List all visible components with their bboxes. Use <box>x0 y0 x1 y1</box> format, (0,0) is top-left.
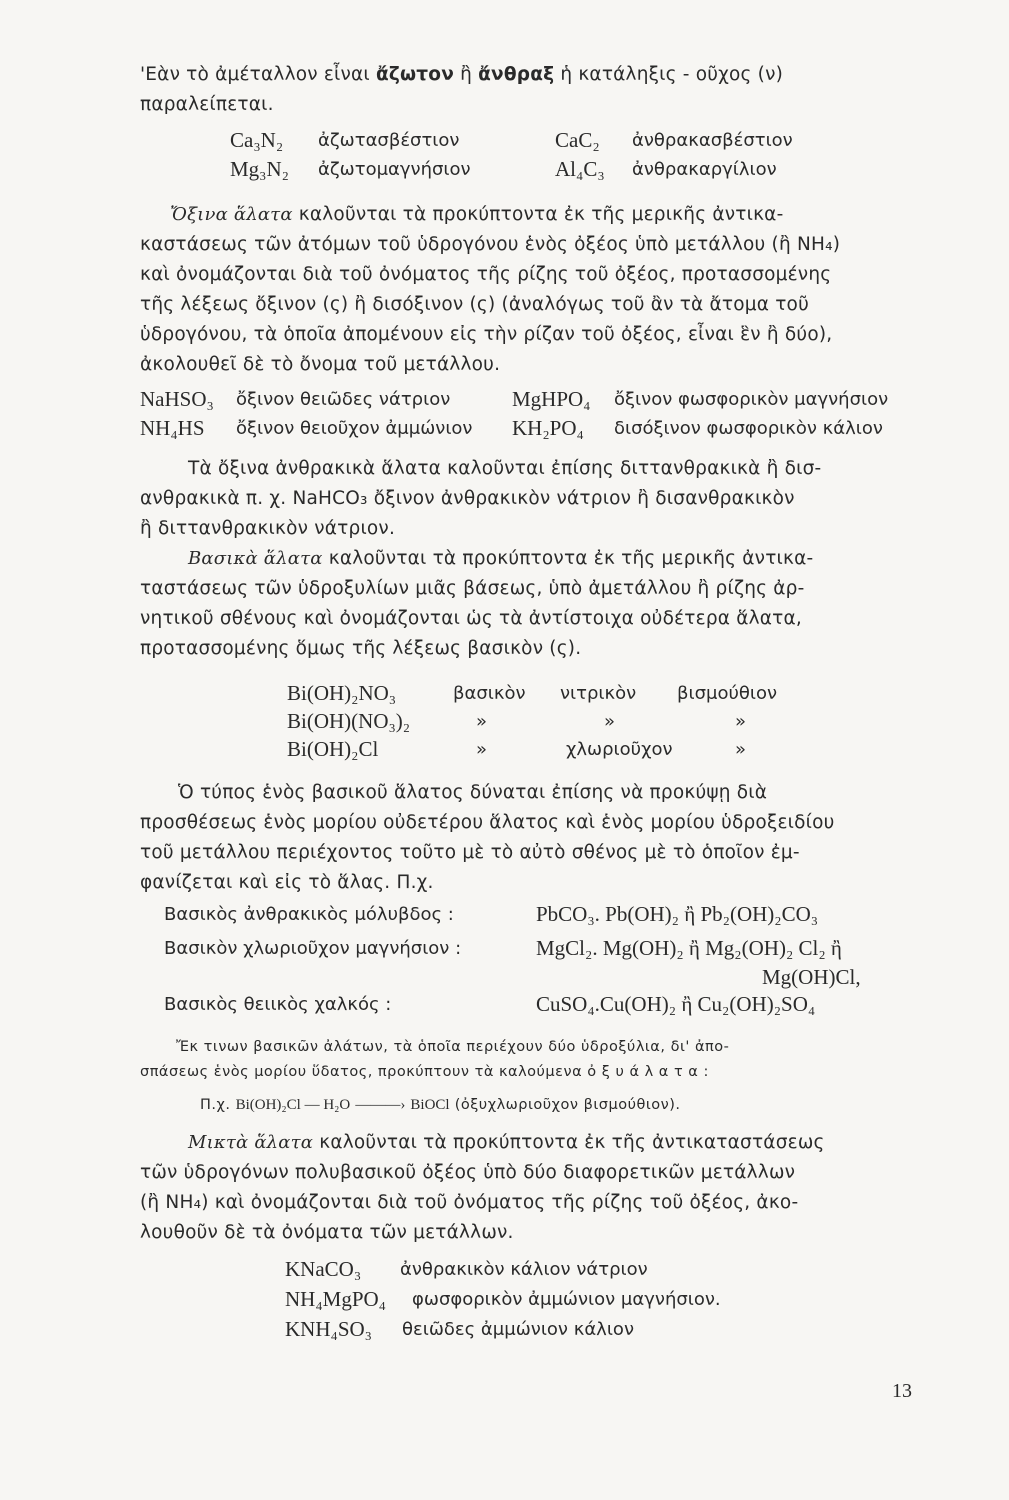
formula-kh2po4: KH₂PO₄ <box>512 416 584 440</box>
formula-bioh-no3-2: Bi(OH)(NO₃)₂ <box>287 709 411 733</box>
acid-salts-line-2: καστάσεως τῶν ἀτόμων τοῦ ὑδρογόνου ἑνὸς ὀξέος ὑπὸ μετάλλου (ἢ NH₄) <box>140 234 841 255</box>
acid-salts-line-3: καὶ ὀνομάζονται διὰ τοῦ ὀνόματος τῆς ρίζης τοῦ ὀξέος, προτασσομένης <box>140 264 832 285</box>
formula-nahso3: NaHSO₃ <box>140 387 214 411</box>
reaction-prefix: Π.χ. <box>200 1097 231 1113</box>
formula-knh4so3: KNH₄SO₃ <box>285 1317 372 1341</box>
basic-ex1-word1: βασικὸν <box>453 683 526 704</box>
formula-mghpo4: MgHPO₄ <box>512 387 591 411</box>
name-ca3n2: ἀζωτασβέστιον <box>318 130 460 151</box>
basic-salts-line-4: προτασσομένης ὅμως τῆς λέξεως βασικὸν (ς). <box>140 638 582 659</box>
carbonates-line-3: ἢ διττανθρακικὸν νάτριον. <box>140 518 396 539</box>
formula-bioh2no3: Bi(OH)₂NO₃ <box>287 681 397 705</box>
example-name-lead: Βασικὸς ἀνθρακικὸς μόλυβδος : <box>164 904 454 925</box>
acid-salts-line-6: ἀκολουθεῖ δὲ τὸ ὄνομα τοῦ μετάλλου. <box>140 354 501 375</box>
basic-salts-line-3: νητικοῦ σθένους καὶ ὀνομάζονται ὡς τὰ ἀντίστοιχα οὐδέτερα ἅλατα, <box>140 608 802 629</box>
basic-type-line-3: τοῦ μετάλλου περιέχοντος τοῦτο μὲ τὸ αὐτὸ σθένος μὲ τὸ ὁποῖον ἐμ- <box>140 842 800 863</box>
mixed-salts-line-3: (ἢ NH₄) καὶ ὀνομάζονται διὰ τοῦ ὀνόματος τῆς ρίζης τοῦ ὀξέος, ἀκο- <box>140 1192 799 1213</box>
carbonates-line-2: ανθρακικὰ π. χ. NaHCO₃ ὄξινον ἀνθρακικὸν νάτριον ἢ δισανθρακικὸν <box>140 488 795 509</box>
note-line-1: Ἔκ τινων βασικῶν ἀλάτων, τὰ ὁποῖα περιέχουν δύο ὑδροξύλια, δι' ἀπο- <box>176 1039 730 1055</box>
formula-knaco3: KNaCO₃ <box>285 1257 362 1281</box>
acid-salts-line-5: ὑδρογόνου, τὰ ὁποῖα ἀπομένουν εἰς τὴν ρίζαν τοῦ ὀξέος, εἶναι ἓν ἢ δύο), <box>140 324 833 345</box>
formula-bioh2cl: Bi(OH)₂Cl <box>287 737 379 761</box>
name-mg3n2: ἀζωτομαγνήσιον <box>318 159 471 180</box>
example-name-copper: Βασικὸς θειικὸς χαλκός : <box>164 994 392 1015</box>
intro-text-d: ἡ κατάληξις - οῦχος (ν) <box>554 64 784 85</box>
name-knh4so3: θειῶδες ἀμμώνιον κάλιον <box>402 1319 634 1340</box>
reaction-product-name: (ὀξυχλωριοῦχον βισμούθιον). <box>454 1097 681 1113</box>
acid-salts-term: Ὄξινα ἅλατα <box>170 204 293 225</box>
basic-salts-line-2: ταστάσεως τῶν ὑδροξυλίων μιᾶς βάσεως, ὑπὸ ἀμετάλλου ἢ ρίζης ἀρ- <box>140 578 805 599</box>
intro-line-1 <box>140 60 783 90</box>
basic-ex3-ditto1: » <box>476 739 488 760</box>
name-nahso3: ὄξινον θειῶδες νάτριον <box>236 389 451 410</box>
basic-ex1-word2: νιτρικὸν <box>560 683 637 704</box>
intro-text-c: ἢ <box>454 64 479 85</box>
example-formula-copper: CuSO₄.Cu(OH)₂ ἢ Cu₂(OH)₂SO₄ <box>536 992 816 1016</box>
basic-salts-term: Βασικὰ ἅλατα <box>188 548 323 569</box>
page-number: 13 <box>892 1380 912 1402</box>
formula-nh4hs: NH₄HS <box>140 416 205 440</box>
acid-salts-line-1: Ὄξινα ἅλατα καλοῦνται τὰ προκύπτοντα ἐκ τῆς μερικῆς ἀντικα- <box>170 204 784 225</box>
example-formula-magnesium-alt: Mg(OH)Cl, <box>762 965 861 989</box>
reaction-arrow: ———› <box>355 1097 406 1113</box>
basic-ex2-ditto1: » <box>476 711 488 732</box>
example-formula-magnesium: MgCl₂. Mg(OH)₂ ἢ Mg₂(OH)₂ Cl₂ ἢ <box>536 936 842 960</box>
formula-al4c3: Al₄C₃ <box>555 157 605 181</box>
name-kh2po4: δισόξινον φωσφορικὸν κάλιον <box>614 418 883 439</box>
name-cac2: ἀνθρακασβέστιον <box>632 130 793 151</box>
basic-ex1-word3: βισμούθιον <box>677 683 778 704</box>
term-nitrogen: ἄζωτον <box>375 64 455 85</box>
name-nh4hs: ὄξινον θειοῦχον ἀμμώνιον <box>236 418 473 439</box>
name-mghpo4: ὄξινον φωσφορικὸν μαγνήσιον <box>614 389 889 410</box>
name-knaco3: ἀνθρακικὸν κάλιον νάτριον <box>400 1259 648 1280</box>
basic-type-line-2: προσθέσεως ἑνὸς μορίου οὐδετέρου ἅλατος καὶ ἑνὸς μορίου ὑδροξειδίου <box>140 812 835 833</box>
basic-ex3-word2: χλωριοῦχον <box>566 739 673 760</box>
mixed-salts-line-2: τῶν ὑδρογόνων πολυβασικοῦ ὀξέος ὑπὸ δύο διαφορετικῶν μετάλλων <box>140 1162 796 1183</box>
intro-line-2: παραλείπεται. <box>140 94 274 115</box>
basic-ex3-ditto3: » <box>735 739 747 760</box>
acid-salts-line-4: τῆς λέξεως ὄξινον (ς) ἢ δισόξινον (ς) (ἀναλόγως τοῦ ἂν τὰ ἄτομα τοῦ <box>140 294 809 315</box>
basic-ex2-ditto3: » <box>735 711 747 732</box>
reaction-lhs: Bi(OH)₂Cl — H₂O <box>235 1097 351 1113</box>
carbonates-line-1: Τὰ ὄξινα ἀνθρακικὰ ἅλατα καλοῦνται ἐπίσης διττανθρακικὰ ἢ δισ- <box>188 458 822 479</box>
oxysalt-reaction <box>200 1094 680 1114</box>
name-al4c3: ἀνθρακαργίλιον <box>632 159 777 180</box>
formula-cac2: CaC₂ <box>555 128 600 152</box>
note-line-2: σπάσεως ἑνὸς μορίου ὕδατος, προκύπτουν τὰ καλούμενα ὀ ξ υ ά λ α τ α : <box>140 1064 709 1080</box>
formula-nh4mgpo4: NH₄MgPO₄ <box>285 1287 386 1311</box>
mixed-salts-line-4: λουθοῦν δὲ τὰ ὀνόματα τῶν μετάλλων. <box>140 1222 514 1243</box>
intro-text-a: 'Εὰν τὸ ἀμέταλλον εἶναι <box>140 64 376 85</box>
name-nh4mgpo4: φωσφορικὸν ἀμμώνιον μαγνήσιον. <box>412 1289 721 1310</box>
mixed-salts-line-1: Μικτὰ ἅλατα καλοῦνται τὰ προκύπτοντα ἐκ τῆς ἀντικαταστάσεως <box>188 1132 825 1153</box>
mixed-salts-term: Μικτὰ ἅλατα <box>188 1132 314 1153</box>
example-formula-lead: PbCO₃. Pb(OH)₂ ἢ Pb₂(OH)₂CO₃ <box>536 902 819 926</box>
basic-ex2-ditto2: » <box>604 711 616 732</box>
basic-type-line-4: φανίζεται καὶ εἰς τὸ ἅλας. Π.χ. <box>140 872 434 893</box>
example-name-magnesium: Βασικὸν χλωριοῦχον μαγνήσιον : <box>164 938 462 959</box>
reaction-product: BiOCl <box>410 1097 450 1113</box>
formula-ca3n2: Ca₃N₂ <box>230 128 284 152</box>
formula-mg3n2: Mg₃N₂ <box>230 157 289 181</box>
basic-salts-line-1: Βασικὰ ἅλατα καλοῦνται τὰ προκύπτοντα ἐκ τῆς μερικῆς ἀντικα- <box>188 548 814 569</box>
term-carbon: ἄνθραξ <box>478 64 555 85</box>
basic-type-line-1: Ὁ τύπος ἑνὸς βασικοῦ ἅλατος δύναται ἐπίσης νὰ προκύψῃ διὰ <box>178 782 768 803</box>
